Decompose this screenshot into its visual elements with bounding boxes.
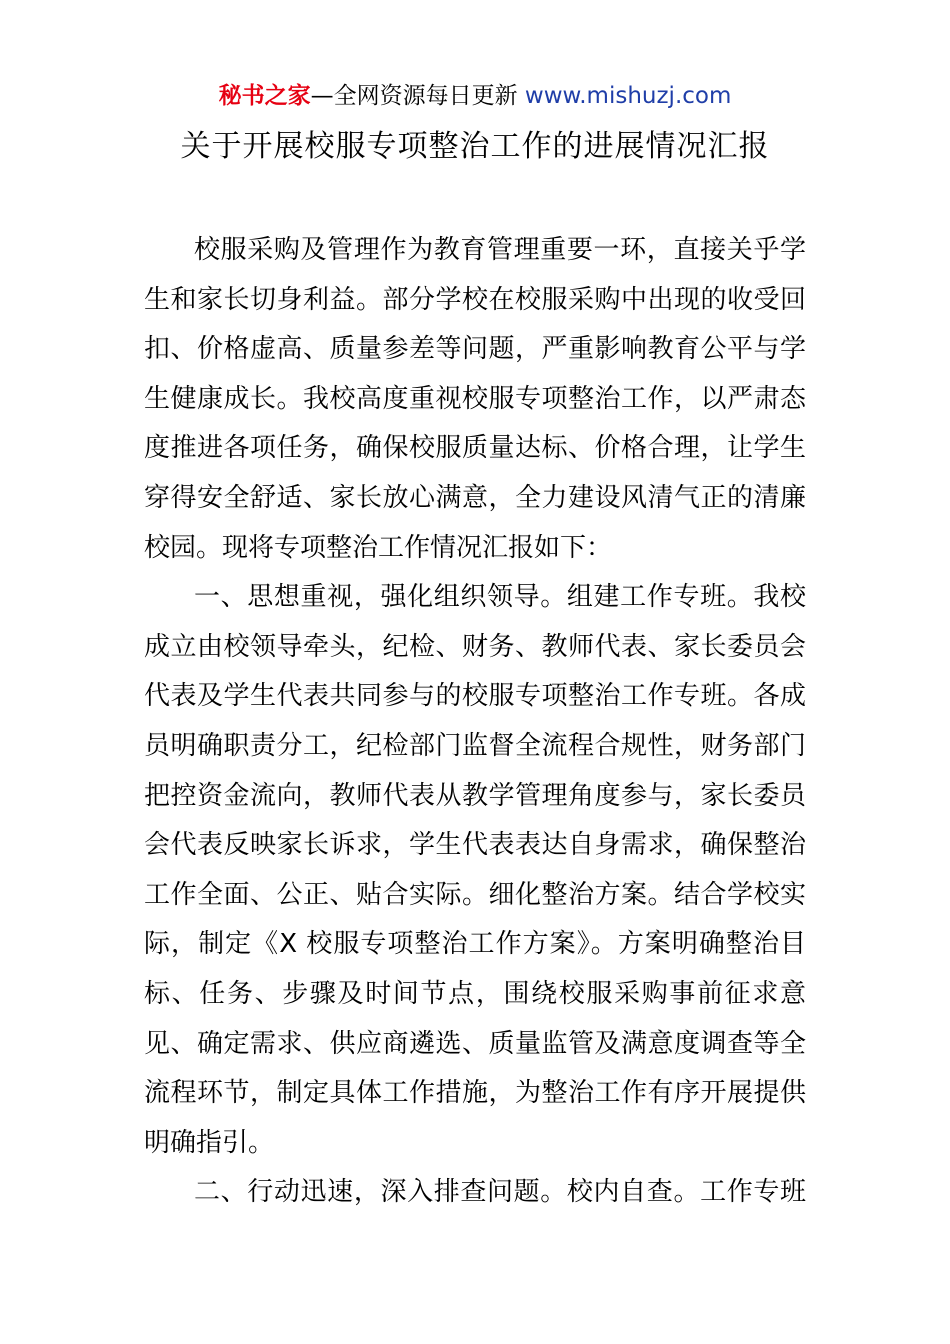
document-title: 关于开展校服专项整治工作的进展情况汇报 <box>180 129 770 164</box>
text-line: 标、任务、步骤及时间节点，围绕校服采购事前征求意 <box>144 978 806 1009</box>
site-brand: 秘书之家 <box>218 83 311 109</box>
text-line: 明确指引。 <box>144 1127 275 1158</box>
text-line: 校服采购及管理作为教育管理重要一环，直接关乎学 <box>194 235 806 265</box>
text-line: 际，制定《X 校服专项整治工作方案》。方案明确整治目 <box>144 929 806 960</box>
text-line: 会代表反映家长诉求，学生代表表达自身需求，确保整治 <box>144 830 806 861</box>
text-line: 扣、价格虚高、质量参差等问题，严重影响教育公平与学 <box>144 334 806 365</box>
text-line: 工作全面、公正、贴合实际。细化整治方案。结合学校实 <box>144 879 806 910</box>
text-line: 生和家长切身利益。部分学校在校服采购中出现的收受回 <box>144 284 806 315</box>
text-line: 穿得安全舒适、家长放心满意，全力建设风清气正的清廉 <box>144 482 806 513</box>
text-line: 把控资金流向，教师代表从教学管理角度参与，家长委员 <box>144 780 806 811</box>
text-line: 一、思想重视，强化组织领导。组建工作专班。我校 <box>194 582 806 613</box>
text-line: 代表及学生代表共同参与的校服专项整治工作专班。各成 <box>144 681 806 712</box>
text-line: 度推进各项任务，确保校服质量达标、价格合理，让学生 <box>144 433 806 464</box>
text-line: 校园。现将专项整治工作情况汇报如下： <box>144 532 613 563</box>
site-tagline: —全网资源每日更新 <box>310 83 518 109</box>
text-line: 二、行动迅速，深入排查问题。校内自查。工作专班 <box>194 1177 806 1208</box>
site-header <box>0 80 950 112</box>
text-line: 流程环节，制定具体工作措施，为整治工作有序开展提供 <box>144 1078 806 1109</box>
site-url[interactable]: www.mishuzj.com <box>524 83 732 109</box>
document-body <box>144 226 806 1218</box>
text-line: 成立由校领导牵头，纪检、财务、教师代表、家长委员会 <box>144 631 806 662</box>
text-line: 生健康成长。我校高度重视校服专项整治工作，以严肃态 <box>144 383 806 414</box>
text-line: 员明确职责分工，纪检部门监督全流程合规性，财务部门 <box>144 730 806 761</box>
text-line: 见、确定需求、供应商遴选、质量监管及满意度调查等全 <box>144 1028 806 1059</box>
